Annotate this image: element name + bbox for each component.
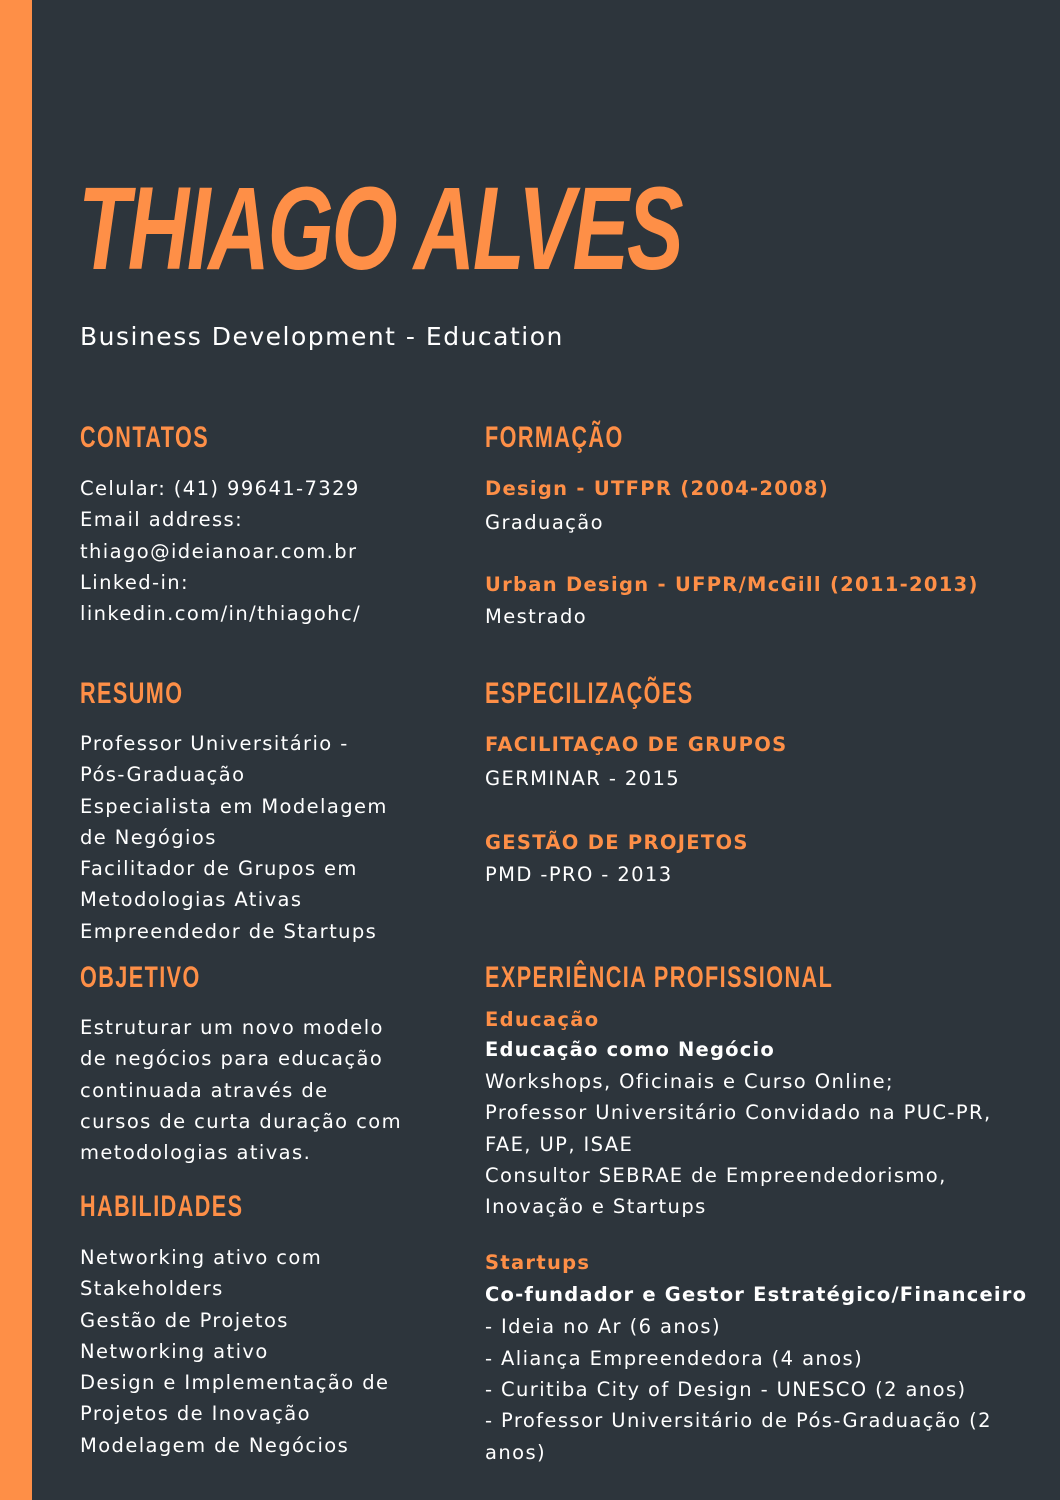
resumo-line: Metodologias Ativas — [80, 888, 303, 912]
resume-tagline: Business Development - Education — [80, 322, 564, 351]
objetivo-line: de negócios para educação — [80, 1047, 384, 1071]
especializacoes-section — [485, 676, 1025, 891]
experiencia-area: Startups — [485, 1251, 591, 1275]
objetivo-line: cursos de curta duração com — [80, 1109, 402, 1133]
objetivo-section — [80, 960, 420, 1168]
especializacao-detail: PMD -PRO - 2013 — [485, 863, 673, 887]
habilidade-line: Stakeholders — [80, 1277, 224, 1301]
resume-name: THIAGO ALVES — [78, 163, 682, 295]
accent-bar — [0, 0, 32, 1500]
resumo-line: Facilitador de Grupos em — [80, 857, 358, 881]
experiencia-role: Co-fundador e Gestor Estratégico/Financeiro — [485, 1283, 1028, 1307]
contact-email-label: Email address: — [80, 508, 244, 532]
experiencia-lines — [485, 1066, 1025, 1222]
contact-email: thiago@ideianoar.com.br — [80, 539, 358, 563]
contatos-section — [80, 420, 420, 629]
formacao-course: Design - UTFPR (2004-2008) — [485, 477, 830, 500]
objetivo-line: metodologias ativas. — [80, 1141, 312, 1165]
formacao-item — [485, 475, 1025, 538]
objetivo-line: Estruturar um novo modelo — [80, 1016, 384, 1039]
experiencia-line: - Ideia no Ar (6 anos) — [485, 1315, 721, 1339]
experiencia-area: Educação — [485, 1008, 600, 1031]
habilidade-line: Gestão de Projetos — [80, 1308, 289, 1332]
section-title-habilidades: HABILIDADES — [80, 1190, 244, 1223]
experiencia-line: - Curitiba City of Design - UNESCO (2 anos) — [485, 1378, 967, 1402]
formacao-item — [485, 571, 1025, 632]
especializacao-item — [485, 731, 1025, 794]
resumo-line: de Negógios — [80, 825, 217, 849]
formacao-section — [485, 420, 1025, 633]
formacao-course: Urban Design - UFPR/McGill (2011-2013) — [485, 573, 979, 597]
resumo-list — [80, 728, 420, 947]
section-title-contatos: CONTATOS — [80, 421, 210, 454]
resumo-line: Pós-Graduação — [80, 763, 246, 787]
experiencia-line: Workshops, Oficinais e Curso Online; — [485, 1070, 894, 1093]
experiencia-lines — [485, 1311, 1025, 1467]
experiencia-line: - Professor Universitário de Pós-Graduação (2 — [485, 1409, 992, 1433]
section-title-especializacoes: ESPECILIZAÇÕES — [485, 677, 694, 710]
experiencia-role: Educação como Negócio — [485, 1038, 775, 1061]
habilidade-line: Design e Implementação de — [80, 1371, 390, 1395]
objetivo-line: continuada através de — [80, 1078, 329, 1102]
contatos-list — [80, 473, 420, 629]
experiencia-group — [485, 1006, 1025, 1222]
section-title-experiencia: EXPERIÊNCIA PROFISSIONAL — [485, 961, 834, 994]
habilidade-line: Modelagem de Negócios — [80, 1433, 350, 1457]
experiencia-section — [485, 960, 1028, 1468]
habilidade-line: Projetos de Inovação — [80, 1402, 311, 1426]
resumo-section — [80, 676, 420, 947]
experiencia-line: Professor Universitário Convidado na PUC-PR, — [485, 1101, 992, 1125]
experiencia-line: - Aliança Empreendedora (4 anos) — [485, 1346, 864, 1370]
section-title-resumo: RESUMO — [80, 677, 184, 710]
experiencia-line: anos) — [485, 1440, 547, 1464]
objetivo-text — [80, 1012, 420, 1168]
especializacao-item — [485, 829, 1025, 890]
resumo-line: Especialista em Modelagem — [80, 794, 388, 818]
habilidades-list — [80, 1242, 420, 1461]
experiencia-line: FAE, UP, ISAE — [485, 1132, 634, 1156]
habilidade-line: Networking ativo com — [80, 1246, 323, 1269]
formacao-degree: Graduação — [485, 511, 604, 534]
resumo-line: Professor Universitário - — [80, 732, 349, 755]
formacao-degree: Mestrado — [485, 605, 588, 629]
contact-linkedin: linkedin.com/in/thiagohc/ — [80, 602, 362, 626]
experiencia-line: Inovação e Startups — [485, 1195, 707, 1219]
experiencia-line: Consultor SEBRAE de Empreendedorismo, — [485, 1163, 947, 1187]
especializacao-detail: GERMINAR - 2015 — [485, 767, 681, 790]
section-title-formacao: FORMAÇÃO — [485, 421, 624, 454]
especializacao-name: FACILITAÇAO DE GRUPOS — [485, 733, 788, 756]
experiencia-group — [485, 1249, 1028, 1467]
contact-phone: Celular: (41) 99641-7329 — [80, 477, 360, 500]
contact-linkedin-label: Linked-in: — [80, 570, 189, 594]
habilidades-section — [80, 1189, 420, 1461]
habilidade-line: Networking ativo — [80, 1339, 269, 1363]
especializacao-name: GESTÃO DE PROJETOS — [485, 831, 749, 855]
section-title-objetivo: OBJETIVO — [80, 961, 201, 994]
resumo-line: Empreendedor de Startups — [80, 919, 378, 943]
